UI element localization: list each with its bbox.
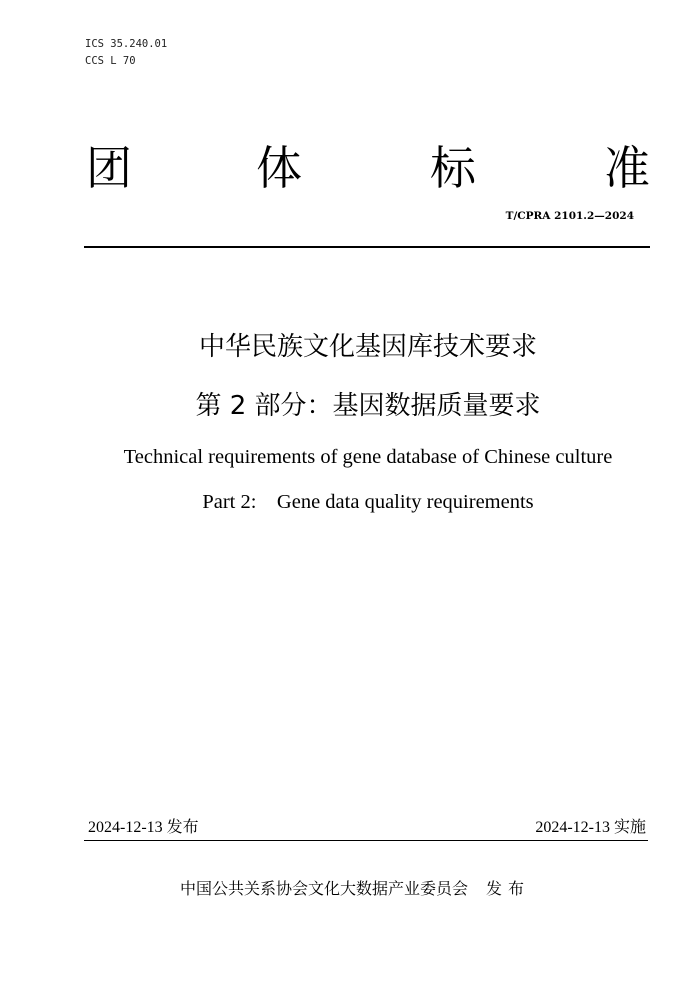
publisher-action: 发布 [486,879,531,898]
standard-type-char-2: 体 [256,141,302,195]
ics-code: ICS 35.240.01 [85,38,168,50]
header-divider [84,246,650,248]
footer-divider [84,840,648,841]
title-english-main: Technical requirements of gene database of Chinese culture [123,446,613,468]
standard-type-char-3: 标 [430,141,476,195]
publisher-line [0,878,700,900]
standard-type-char-1: 团 [86,141,132,195]
standard-number: T/CPRA 2101.2—2024 [505,210,634,222]
ccs-code: CCS L 70 [85,55,136,67]
title-chinese-main: 中华民族文化基因库技术要求 [198,332,537,362]
title-english-part: Part 2: Gene data quality requirements [202,491,534,513]
publisher-name: 中国公共关系协会文化大数据产业委员会 [179,879,468,898]
implementation-date: 2024-12-13 实施 [535,819,646,836]
classification-codes [85,36,167,70]
title-chinese-part: 第 2 部分：基因数据质量要求 [195,391,541,421]
standard-type-char-4: 准 [604,141,650,195]
issue-date: 2024-12-13 发布 [88,819,199,836]
